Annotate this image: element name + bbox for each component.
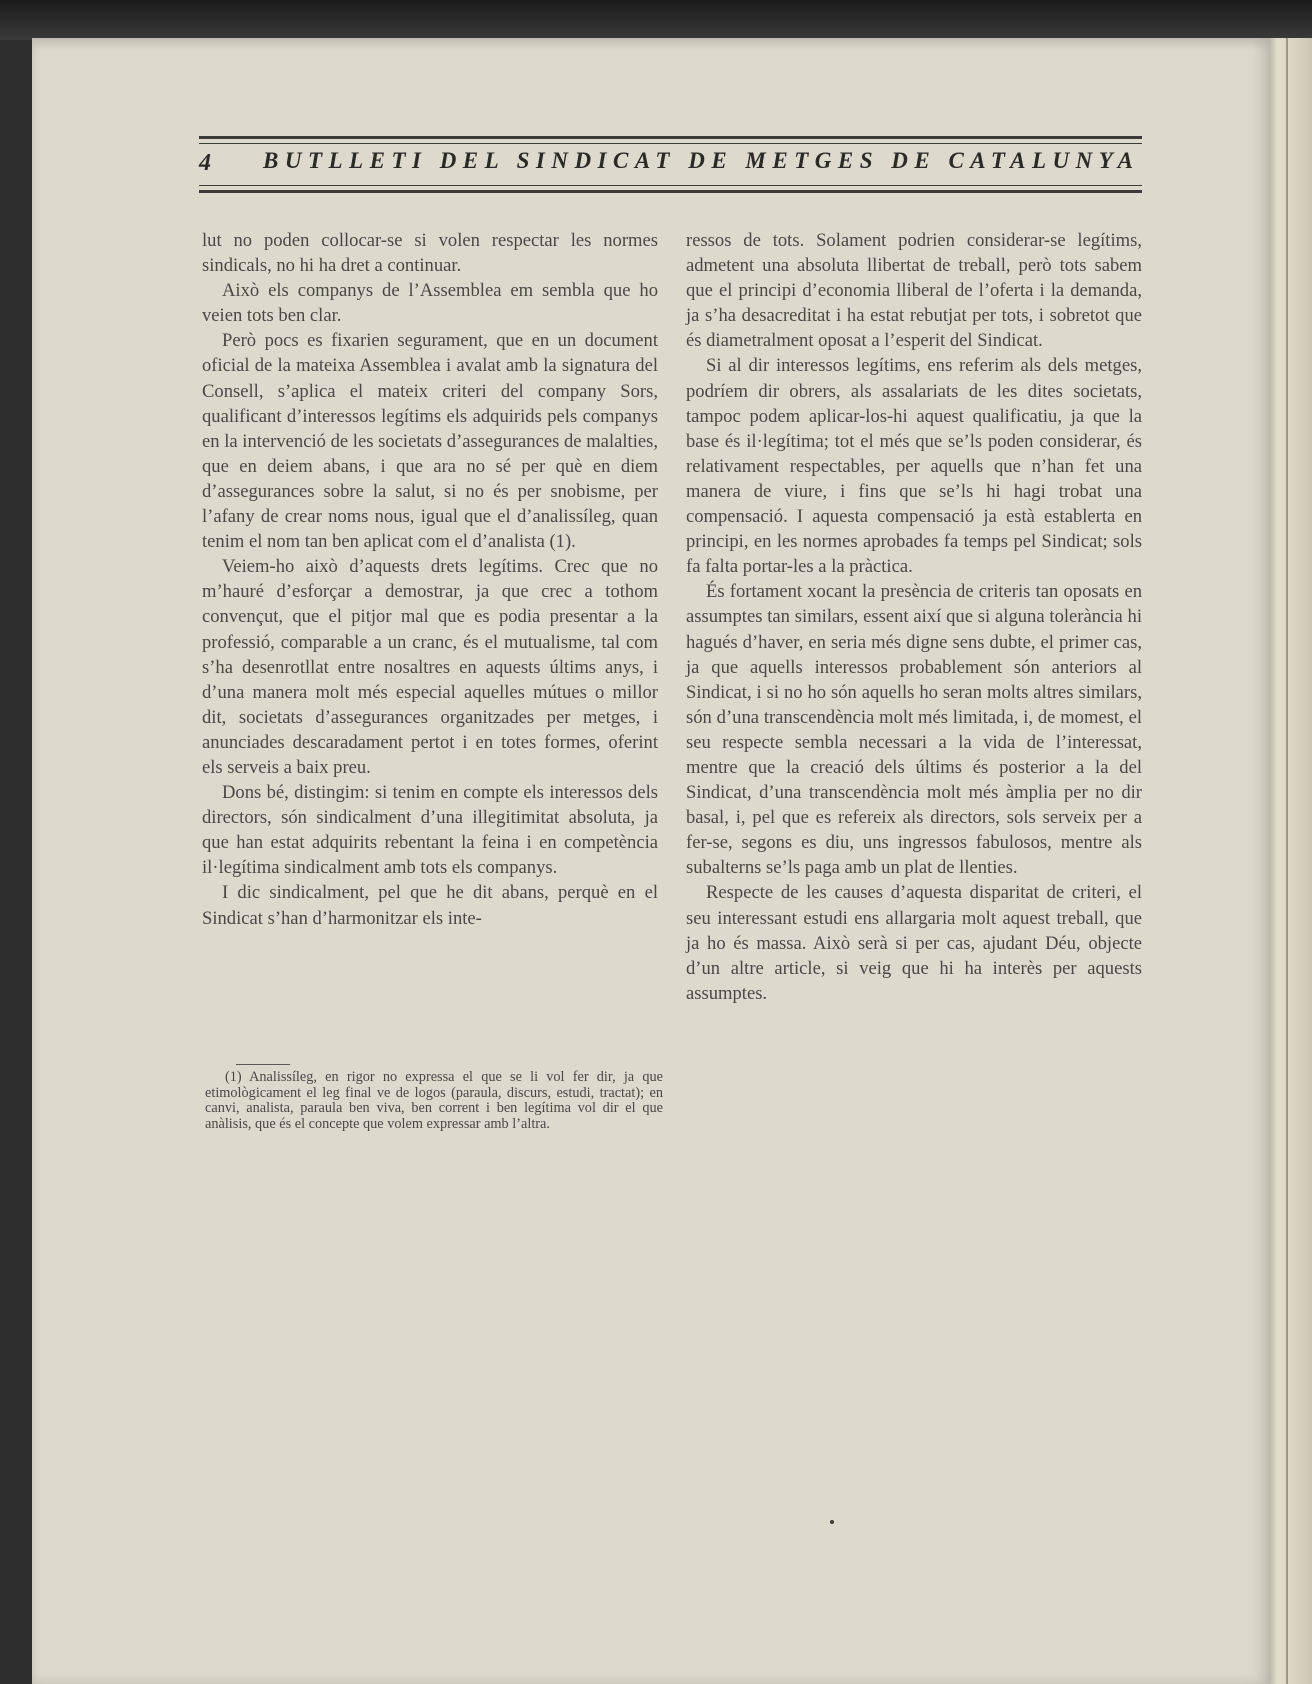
right-column — [686, 228, 1142, 1006]
footnote-rule — [236, 1064, 290, 1065]
paragraph: És fortament xocant la presència de criteris tan oposats en assumptes tan similars, essent així que si alguna tolerància hi hagués d’haver, en seria més digne sens dubte, el primer cas, ja que aquells interessos probablement són anteriors al Sindicat, i si no ho són aquells ho seran molts altres similars, són d’una transcendència molt més limitada, i, de momest, el seu respecte sembla necessari a la vida de l’interessat, mentre que la creació dels últims és posterior a la del Sindicat, d’una transcendència molt més àmplia per no dir basal, i, pel que es refereix als directors, sols serveix per a fer-se, segons es diu, uns ingressos fabulosos, mentre als subalterns se’ls paga amb un plat de llenties. — [686, 581, 1142, 879]
footnote: (1) Analissíleg, en rigor no expressa el que se li vol fer dir, ja que etimològicament el leg final ve de logos (paraula, discurs, estudi, tractat); en canvi, analista, paraula ben viva, ben corrent i ben legítima vol dir el que anàlisis, que és el concepte que volem expressar amb l’altra. — [205, 1069, 663, 1132]
paragraph: ressos de tots. Solament podrien considerar-se legítims, admetent una absoluta llibertat de treball, però tots sabem que el principi d’economia lliberal de l’oferta i la demanda, ja s’ha desacreditat i ha estat rebutjat per tots, i sobretot que és diametralment oposat a l’esperit del Sindicat. — [686, 230, 1142, 352]
page-header — [199, 136, 1142, 200]
left-column — [202, 228, 658, 931]
journal-title: BUTLLETI DEL SINDICAT DE METGES DE CATALUNYA — [263, 148, 1140, 173]
paragraph: lut no poden collocar-se si volen respectar les normes sindicals, no hi ha dret a continuar. — [202, 230, 658, 277]
page-edge — [1270, 38, 1312, 1684]
page-edge-line — [1286, 38, 1288, 1684]
paragraph: Respecte de les causes d’aquesta disparitat de criteri, el seu interessant estudi ens allargaria molt aquest treball, que ja ho és massa. Això serà si per cas, ajudant Déu, objecte d’un altre article, si veig que hi ha interès per aquests assumptes. — [686, 882, 1142, 1004]
paragraph: Si al dir interessos legítims, ens referim als dels metges, podríem dir obrers, als assalariats de les dites societats, tampoc podem aplicar-los-hi aquest qualificatiu, ja que la base és il·legítima; tot el més que se’ls poden considerar, és relativament respectables, per aquells que n’han fet una manera de viure, i fins que se’ls hi hagi trobat una compensació. I aquesta compensació ja està establerta en principi, en les normes aprobades fa temps pel Sindicat; sols fa falta portar-les a la pràctica. — [686, 355, 1142, 578]
header-rule-top — [199, 136, 1142, 139]
paper-speck — [830, 1520, 834, 1524]
paragraph: I dic sindicalment, pel que he dit abans, perquè en el Sindicat s’han d’harmonitzar els inte- — [202, 882, 658, 929]
scanner-background — [0, 0, 1312, 40]
paragraph: Veiem-ho això d’aquests drets legítims. Crec que no m’hauré d’esforçar a demostrar, ja que crec a tothom convençut, que el pitjor mal que es podia presentar a la professió, comparable a un cranc, és el mutualisme, tal com s’ha desenrotllat entre nosaltres en aquests últims anys, i d’una manera molt més especial aquelles mútues o millor dit, societats d’assegurances organitzades per metges, i anunciades descaradament pertot i en totes formes, oferint els serveis a baix preu. — [202, 556, 658, 778]
paragraph: Dons bé, distingim: si tenim en compte els interessos dels directors, són sindicalment d’una illegitimitat absoluta, ja que han estat adquirits rebentant la feina i en competència il·legítima sindicalment amb tots els companys. — [202, 782, 658, 879]
paragraph: Això els companys de l’Assemblea em sembla que ho veien tots ben clar. — [202, 280, 658, 327]
page-number: 4 — [199, 150, 211, 176]
header-rule-bottom-thin — [199, 185, 1142, 186]
header-rule-top-thin — [199, 143, 1142, 144]
header-rule-bottom — [199, 190, 1142, 193]
paragraph: Però pocs es fixarien segurament, que en un document oficial de la mateixa Assemblea i avalat amb la signatura del Consell, s’aplica el mateix criteri del company Sors, qualificant d’interessos legítims els adquirids pels companys en la intervenció de les societats d’assegurances de malalties, que en deiem abans, i que ara no sé per què en diem d’assegurances sobre la salut, si no és per snobisme, per l’afany de crear noms nous, igual que el d’analissíleg, quan tenim el nom tan ben aplicat com el d’analista (1). — [202, 330, 658, 553]
